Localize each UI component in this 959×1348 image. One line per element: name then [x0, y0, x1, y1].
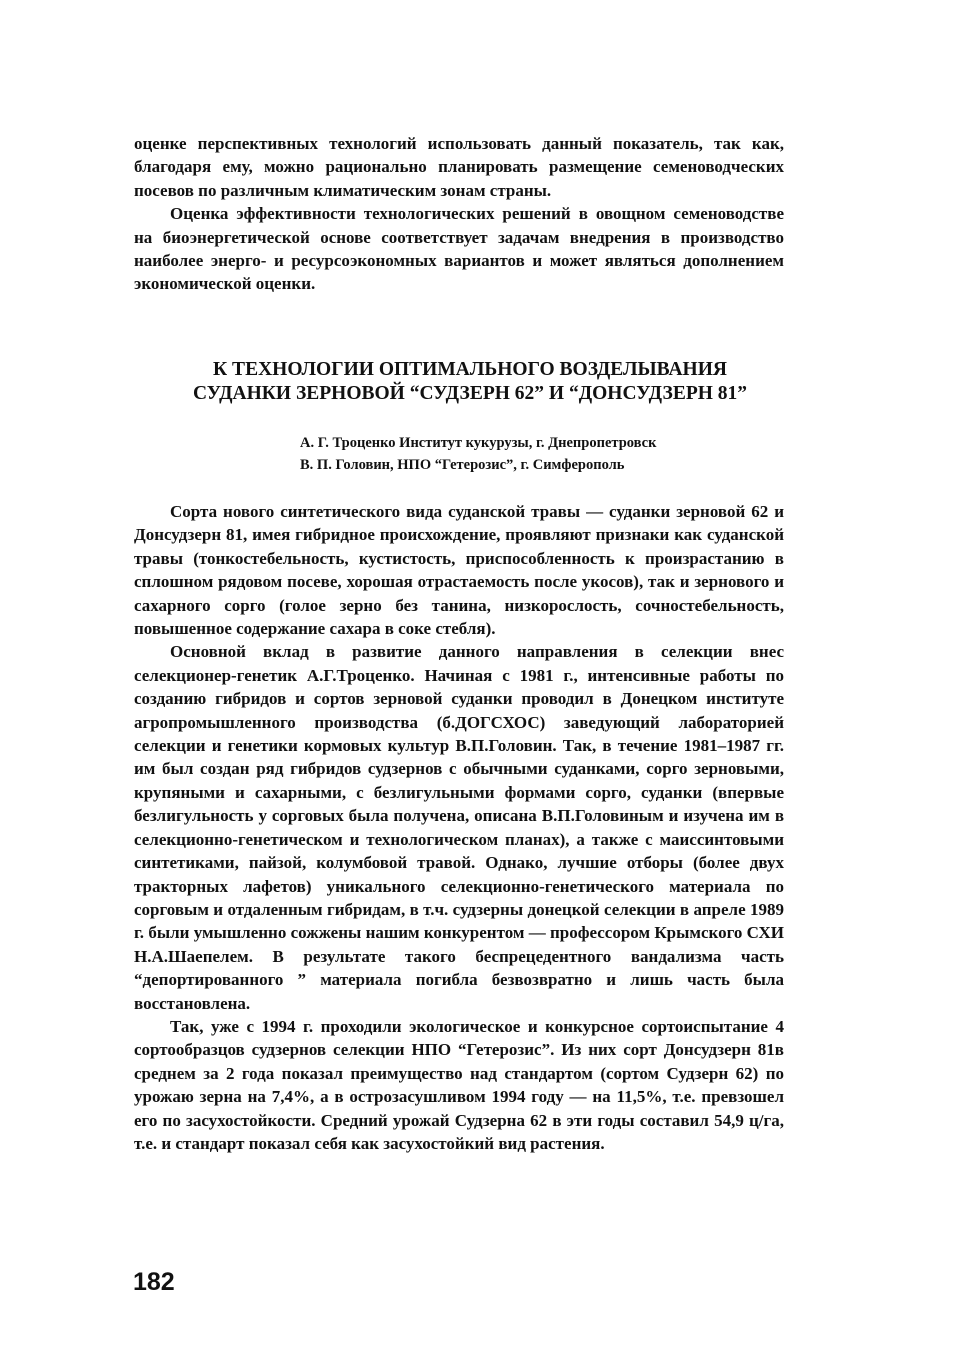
article-title-line-2: СУДАНКИ ЗЕРНОВОЙ “СУДЗЕРН 62” И “ДОНСУДЗЕРН 81”	[192, 383, 748, 404]
intro-paragraph-1: оценке перспективных технологий использовать данный показатель, так как, благодаря ему, можно рационально планировать размещение семеноводческих посевов по различным климатическим зонам страны.	[134, 134, 784, 200]
page-number: 182	[133, 1268, 175, 1296]
body-paragraph-3: Так, уже с 1994 г. проходили экологическое и конкурсное сортоиспытание 4 сортообразцов судзернов селекции НПО “Гетерозис”. Из них сорт Донсудзерн 81в среднем за 2 года показал преимущество над стандартом (сортом Судзерн 62) по урожаю зерна на 7,4%, а в острозасушливом 1994 году — на 11,5%, т.е. превзошел его по засухостойкости. Средний урожай Судзерна 62 в эти годы составил 54,9 ц/га, т.е. и стандарт показал себя как засухостойкий вид растения.	[134, 1016, 784, 1153]
article-title-line-1: К ТЕХНОЛОГИИ ОПТИМАЛЬНОГО ВОЗДЕЛЫВАНИЯ	[213, 359, 727, 380]
article-authors	[300, 432, 656, 476]
intro-section	[134, 132, 784, 296]
author-2: В. П. Головин, НПО “Гетерозис”, г. Симферополь	[300, 457, 625, 473]
body-paragraph-2: Основной вклад в развитие данного направления в селекции внес селекционер-генетик А.Г.Троценко. Начиная с 1981 г., интенсивные работы по созданию гибридов и сортов зерновой суданки проводил в Донецком институте агропромышленного производства (б.ДОГСХОС) заведующий лабораторией селекции и генетики кормовых культур В.П.Головин. Так, в течение 1981–1987 гг. им был создан ряд гибридов судзернов с обычными суданками, сорго зерновыми, крупяными и сахарными, с безлигульными формами сорго, суданки (впервые безлигульность у сорговых была получена, описана В.П.Головиным и изучена им в селекционно-генетическом и технологическом планах), а также с маиссинтовыми синтетиками, пайзой, колумбовой травой. Однако, лучшие отборы (более двух тракторных лафетов) уникального селекционно-генетического материала по сорговым и отдаленным гибридам, в т.ч. судзерны донецкой селекции в апреле 1989 г. были умышленно сожжены нашим конкурентом — профессором Крымского СХИ Н.А.Шаепелем. В результате такого беспрецедентного вандализма часть “депортированного ” материала погибла безвозвратно и лишь часть была восстановлена.	[134, 642, 784, 1013]
author-1: А. Г. Троценко Институт кукурузы, г. Днепропетровск	[300, 435, 657, 451]
article-title	[120, 358, 820, 406]
article-body	[134, 500, 784, 1155]
intro-paragraph-2: Оценка эффективности технологических решений в овощном семеноводстве на биоэнергетической основе соответствует задачам внедрения в производство наиболее энерго- и ресурсоэкономных вариантов и может являться дополнением экономической оценки.	[134, 204, 784, 294]
body-paragraph-1: Сорта нового синтетического вида суданской травы — суданки зерновой 62 и Донсудзерн 81, имея гибридное происхождение, проявляют признаки как суданской травы (тонкостебельность, кустистость, приспособленность к произрастанию в сплошном рядовом посеве, хорошая отрастаемость после укосов), так и зернового и сахарного сорго (голое зерно без танина, низкорослость, сочностебельность, повышенное содержание сахара в соке стебля).	[134, 502, 784, 639]
